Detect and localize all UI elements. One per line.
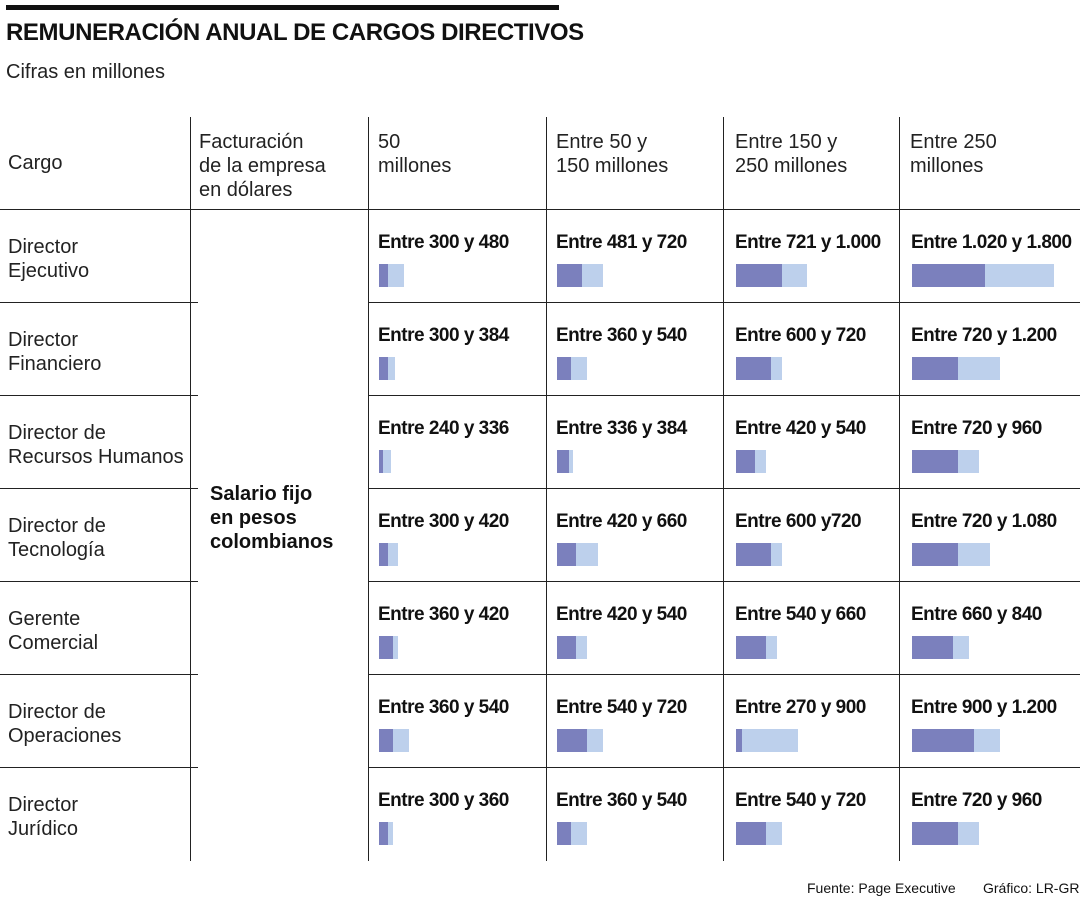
range-label: Entre 481 y 720 (556, 232, 687, 253)
header-col-line: Entre 250 (910, 131, 997, 153)
row-group-line: en pesos (210, 507, 297, 529)
range-label: Entre 540 y 720 (556, 697, 687, 718)
row-cargo-line: Comercial (8, 632, 99, 654)
range-bar-min (557, 450, 569, 473)
range-bar (736, 729, 798, 752)
range-bar-max (771, 357, 782, 380)
header-col-3 (735, 130, 847, 178)
row-cargo-line: Tecnología (8, 539, 105, 561)
range-bar (736, 543, 782, 566)
range-bar (557, 357, 587, 380)
range-bar-min (557, 636, 576, 659)
header-facturacion-line: de la empresa (199, 155, 326, 177)
header-cargo: Cargo (8, 152, 63, 174)
range-bar (912, 543, 990, 566)
row-cargo-line: Director (8, 236, 79, 258)
range-bar-min (379, 357, 388, 380)
range-bar-min (557, 543, 576, 566)
range-bar-min (736, 357, 771, 380)
row-cargo-label (8, 421, 184, 469)
row-cargo-line: Recursos Humanos (8, 446, 184, 468)
row-rule-left (0, 302, 198, 303)
range-label: Entre 420 y 660 (556, 511, 687, 532)
row-cargo-line: Ejecutivo (8, 260, 90, 282)
row-rule-right (368, 581, 1080, 582)
range-bar (912, 357, 1001, 380)
range-bar-min (557, 822, 571, 845)
row-cargo-label (8, 793, 78, 841)
range-bar (736, 636, 777, 659)
range-bar-max (393, 636, 398, 659)
range-bar-min (912, 729, 974, 752)
row-cargo-label (8, 514, 106, 562)
row-cargo-line: Director de (8, 422, 106, 444)
range-bar (736, 450, 766, 473)
range-bar (912, 636, 969, 659)
range-bar (379, 264, 404, 287)
range-label: Entre 360 y 420 (378, 604, 509, 625)
range-bar-max (953, 636, 969, 659)
header-col-line: 250 millones (735, 155, 848, 177)
range-bar-min (912, 543, 958, 566)
row-cargo-line: Gerente (8, 608, 81, 630)
range-bar (912, 822, 979, 845)
range-label: Entre 720 y 1.080 (911, 511, 1057, 532)
range-bar-max (974, 729, 1001, 752)
row-cargo-label (8, 700, 121, 748)
range-label: Entre 600 y 720 (735, 325, 866, 346)
row-rule-left (0, 581, 198, 582)
column-rule (723, 117, 724, 861)
range-label: Entre 300 y 360 (378, 790, 509, 811)
range-label: Entre 900 y 1.200 (911, 697, 1057, 718)
range-bar-max (393, 729, 409, 752)
range-bar-max (388, 357, 395, 380)
range-bar-max (388, 264, 404, 287)
range-bar-max (569, 450, 573, 473)
header-facturacion (199, 130, 326, 202)
range-label: Entre 360 y 540 (378, 697, 509, 718)
range-bar-min (912, 264, 985, 287)
row-group-label (210, 482, 333, 554)
range-bar (912, 450, 979, 473)
range-label: Entre 420 y 540 (556, 604, 687, 625)
range-bar-max (766, 636, 777, 659)
header-col-line: Entre 50 y (556, 131, 648, 153)
chart-title: REMUNERACIÓN ANUAL DE CARGOS DIRECTIVOS (6, 19, 584, 46)
row-cargo-line: Director (8, 794, 79, 816)
header-rule (0, 209, 1080, 210)
range-bar-max (985, 264, 1054, 287)
range-bar-max (576, 636, 587, 659)
row-cargo-line: Financiero (8, 353, 102, 375)
row-cargo-line: Operaciones (8, 725, 122, 747)
range-bar-min (912, 357, 958, 380)
range-label: Entre 300 y 420 (378, 511, 509, 532)
range-bar-max (582, 264, 603, 287)
range-bar-min (557, 357, 571, 380)
column-rule (368, 117, 369, 861)
range-bar-min (557, 264, 582, 287)
range-bar (557, 543, 598, 566)
range-label: Entre 300 y 384 (378, 325, 509, 346)
row-cargo-line: Jurídico (8, 818, 79, 840)
range-bar-min (912, 636, 953, 659)
range-label: Entre 240 y 336 (378, 418, 509, 439)
range-bar-max (388, 543, 399, 566)
range-bar-max (576, 543, 597, 566)
range-bar-min (736, 822, 766, 845)
range-bar (557, 729, 603, 752)
range-bar-max (383, 450, 391, 473)
range-bar-min (379, 636, 393, 659)
range-bar (379, 450, 391, 473)
column-rule (899, 117, 900, 861)
range-bar-max (587, 729, 603, 752)
range-bar-min (379, 729, 393, 752)
range-bar-max (771, 543, 782, 566)
column-rule (190, 117, 191, 861)
range-bar (736, 264, 807, 287)
range-label: Entre 360 y 540 (556, 790, 687, 811)
range-label: Entre 270 y 900 (735, 697, 866, 718)
row-cargo-line: Director de (8, 515, 106, 537)
range-label: Entre 540 y 720 (735, 790, 866, 811)
row-rule-left (0, 488, 198, 489)
header-facturacion-line: Facturación (199, 131, 304, 153)
header-col-line: 150 millones (556, 155, 669, 177)
range-bar (557, 450, 573, 473)
range-bar (736, 357, 782, 380)
range-label: Entre 720 y 1.200 (911, 325, 1057, 346)
header-col-line: Entre 150 y (735, 131, 838, 153)
range-label: Entre 720 y 960 (911, 790, 1042, 811)
row-cargo-label (8, 607, 98, 655)
header-col-2 (556, 130, 668, 178)
range-label: Entre 360 y 540 (556, 325, 687, 346)
range-bar-max (958, 822, 979, 845)
footer-source: Fuente: Page Executive (807, 880, 956, 896)
range-bar-min (736, 450, 755, 473)
row-rule-right (368, 674, 1080, 675)
row-cargo-line: Director (8, 329, 79, 351)
row-rule-right (368, 767, 1080, 768)
range-bar-max (958, 450, 979, 473)
range-bar-max (388, 822, 393, 845)
footer-credit: Gráfico: LR-GR (983, 880, 1080, 896)
range-bar-min (557, 729, 587, 752)
range-bar-max (782, 264, 807, 287)
range-bar-min (912, 450, 958, 473)
range-bar (379, 822, 393, 845)
title-rule (6, 5, 559, 10)
range-bar-min (379, 543, 388, 566)
range-bar (736, 822, 782, 845)
range-bar-min (736, 636, 766, 659)
row-rule-right (368, 395, 1080, 396)
range-bar (379, 357, 395, 380)
header-col-line: millones (378, 155, 452, 177)
range-bar-max (766, 822, 782, 845)
range-label: Entre 1.020 y 1.800 (911, 232, 1072, 253)
header-col-4 (910, 130, 997, 178)
row-rule-left (0, 767, 198, 768)
row-cargo-label (8, 328, 101, 376)
range-bar (379, 543, 398, 566)
range-bar-min (736, 264, 782, 287)
range-bar (379, 729, 409, 752)
range-bar-max (958, 543, 990, 566)
range-bar (912, 264, 1054, 287)
header-facturacion-line: en dólares (199, 179, 293, 201)
range-bar-min (912, 822, 958, 845)
range-bar-min (379, 822, 388, 845)
range-label: Entre 300 y 480 (378, 232, 509, 253)
header-col-line: 50 (378, 131, 401, 153)
row-group-line: colombianos (210, 531, 334, 553)
header-col-line: millones (910, 155, 984, 177)
column-rule (546, 117, 547, 861)
row-rule-left (0, 395, 198, 396)
range-bar-max (742, 729, 798, 752)
range-label: Entre 540 y 660 (735, 604, 866, 625)
range-label: Entre 420 y 540 (735, 418, 866, 439)
row-group-line: Salario fijo (210, 483, 313, 505)
range-label: Entre 660 y 840 (911, 604, 1042, 625)
range-label: Entre 720 y 960 (911, 418, 1042, 439)
row-rule-right (368, 488, 1080, 489)
range-bar-max (958, 357, 1000, 380)
row-rule-right (368, 302, 1080, 303)
row-cargo-label (8, 235, 89, 283)
range-bar-max (755, 450, 766, 473)
range-label: Entre 600 y720 (735, 511, 862, 532)
row-rule-left (0, 674, 198, 675)
range-bar-min (379, 264, 388, 287)
range-bar-max (571, 822, 587, 845)
range-bar (557, 636, 587, 659)
range-label: Entre 336 y 384 (556, 418, 687, 439)
range-label: Entre 721 y 1.000 (735, 232, 881, 253)
range-bar-min (736, 543, 771, 566)
chart-subtitle: Cifras en millones (6, 61, 165, 83)
row-cargo-line: Director de (8, 701, 106, 723)
range-bar (557, 264, 603, 287)
range-bar (912, 729, 1001, 752)
range-bar (557, 822, 587, 845)
range-bar-max (571, 357, 587, 380)
header-col-1 (378, 130, 451, 178)
range-bar (379, 636, 398, 659)
